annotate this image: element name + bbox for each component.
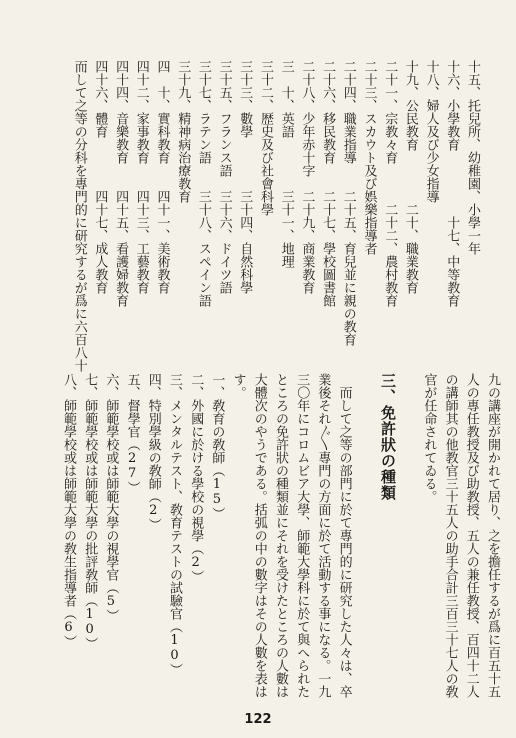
text-column: 三 十、英語 三十一、地理	[278, 60, 294, 268]
text-column: 八、師範學校或は師範大學の敎生指導者（6）	[61, 373, 76, 648]
text-column: 十九、公民教育 二十、職業教育	[402, 60, 418, 294]
text-column: 大體次のやうである。括弧の中の數字はその人數を表は	[251, 373, 267, 698]
text-column: 人の專任教授及び助教授、五人の兼任教授、百四十二人	[463, 373, 479, 698]
section-heading: 三、免許狀の種類	[379, 373, 397, 501]
text-column: 六、師範學校或は師範大學の視學官（5）	[103, 373, 119, 622]
text-column: 三〇年にコロムビア大學、師範大學科に於て與へられた	[294, 373, 310, 698]
text-column: の講師其の他教官三十五人の助手合計三百三十七人の敎	[442, 373, 458, 698]
text-column: 四 十、實科教育 四十一、美術教育	[154, 60, 170, 294]
page-number: 122	[244, 712, 272, 727]
text-column: 二十四、職業指導 二十五、育兒並に親の教育	[340, 60, 356, 346]
text-column: 四十四、音樂教育 四十五、看護婦教育	[113, 60, 129, 307]
text-column: 而して之等の分科を專門的に研究するが爲に六百八十	[71, 60, 87, 372]
text-column: ところの免許狀の種類並にそれを受けたところの人數は	[273, 373, 288, 698]
text-column: 五、督學官（27）	[124, 373, 140, 494]
text-column: 業後それ〴〵專門の方面に於て活動する事になる。一九	[315, 373, 331, 698]
text-column: 三十三、數學 三十四、自然科學	[237, 60, 253, 294]
text-column: 二十六、移民教育 二十七、學校圖書館	[320, 60, 336, 307]
text-column: 十六、小學教育 十七、中等教育	[444, 60, 460, 307]
text-column: 三、メンタルテスト、敎育テストの試驗官（10）	[167, 373, 182, 676]
text-column: 三十九、精神病治療教育	[175, 60, 191, 203]
text-column: 四十二、家事教育 四十三、工藝教育	[133, 60, 149, 294]
text-column: 七、師範學校或は師範大學の批評敎師（10）	[82, 373, 98, 650]
text-column: 三十五、フランス語 三十六、ドイツ語	[216, 60, 232, 294]
text-column: 十五、托兒所、幼稚園、小學一年	[465, 60, 480, 255]
text-column: 二十一、宗教々育 二十二、農村教育	[382, 60, 398, 307]
text-column: 一、敎育の敎師（15）	[209, 373, 225, 520]
text-column: 四十六、體育 四十七、成人教育	[92, 60, 108, 294]
text-column: 二、外國に於ける學校の視學（2）	[188, 373, 204, 583]
text-column: す。	[230, 373, 246, 399]
text-column: 四、特別學級の敎師（2）	[145, 373, 161, 531]
text-column: 二十八、少年赤十字 二十九、商業教育	[299, 60, 315, 294]
text-column: 三十七、ラテン語 三十八、スペイン語	[195, 60, 211, 307]
text-column: 官が任命されてゐる。	[421, 373, 437, 503]
text-column: 十八、婦人及び少女指導	[423, 60, 439, 203]
text-column: 而して之等の部門に於て專門的に研究した人々は、卒	[336, 373, 352, 698]
text-column: 九の講座が開かれて居り、之を擔任するが爲に百五十五	[485, 373, 500, 698]
text-column: 二十三、スカウト及び娯樂指導者	[361, 60, 377, 255]
text-column: 三十二、歴史及び社會科學	[258, 60, 273, 216]
